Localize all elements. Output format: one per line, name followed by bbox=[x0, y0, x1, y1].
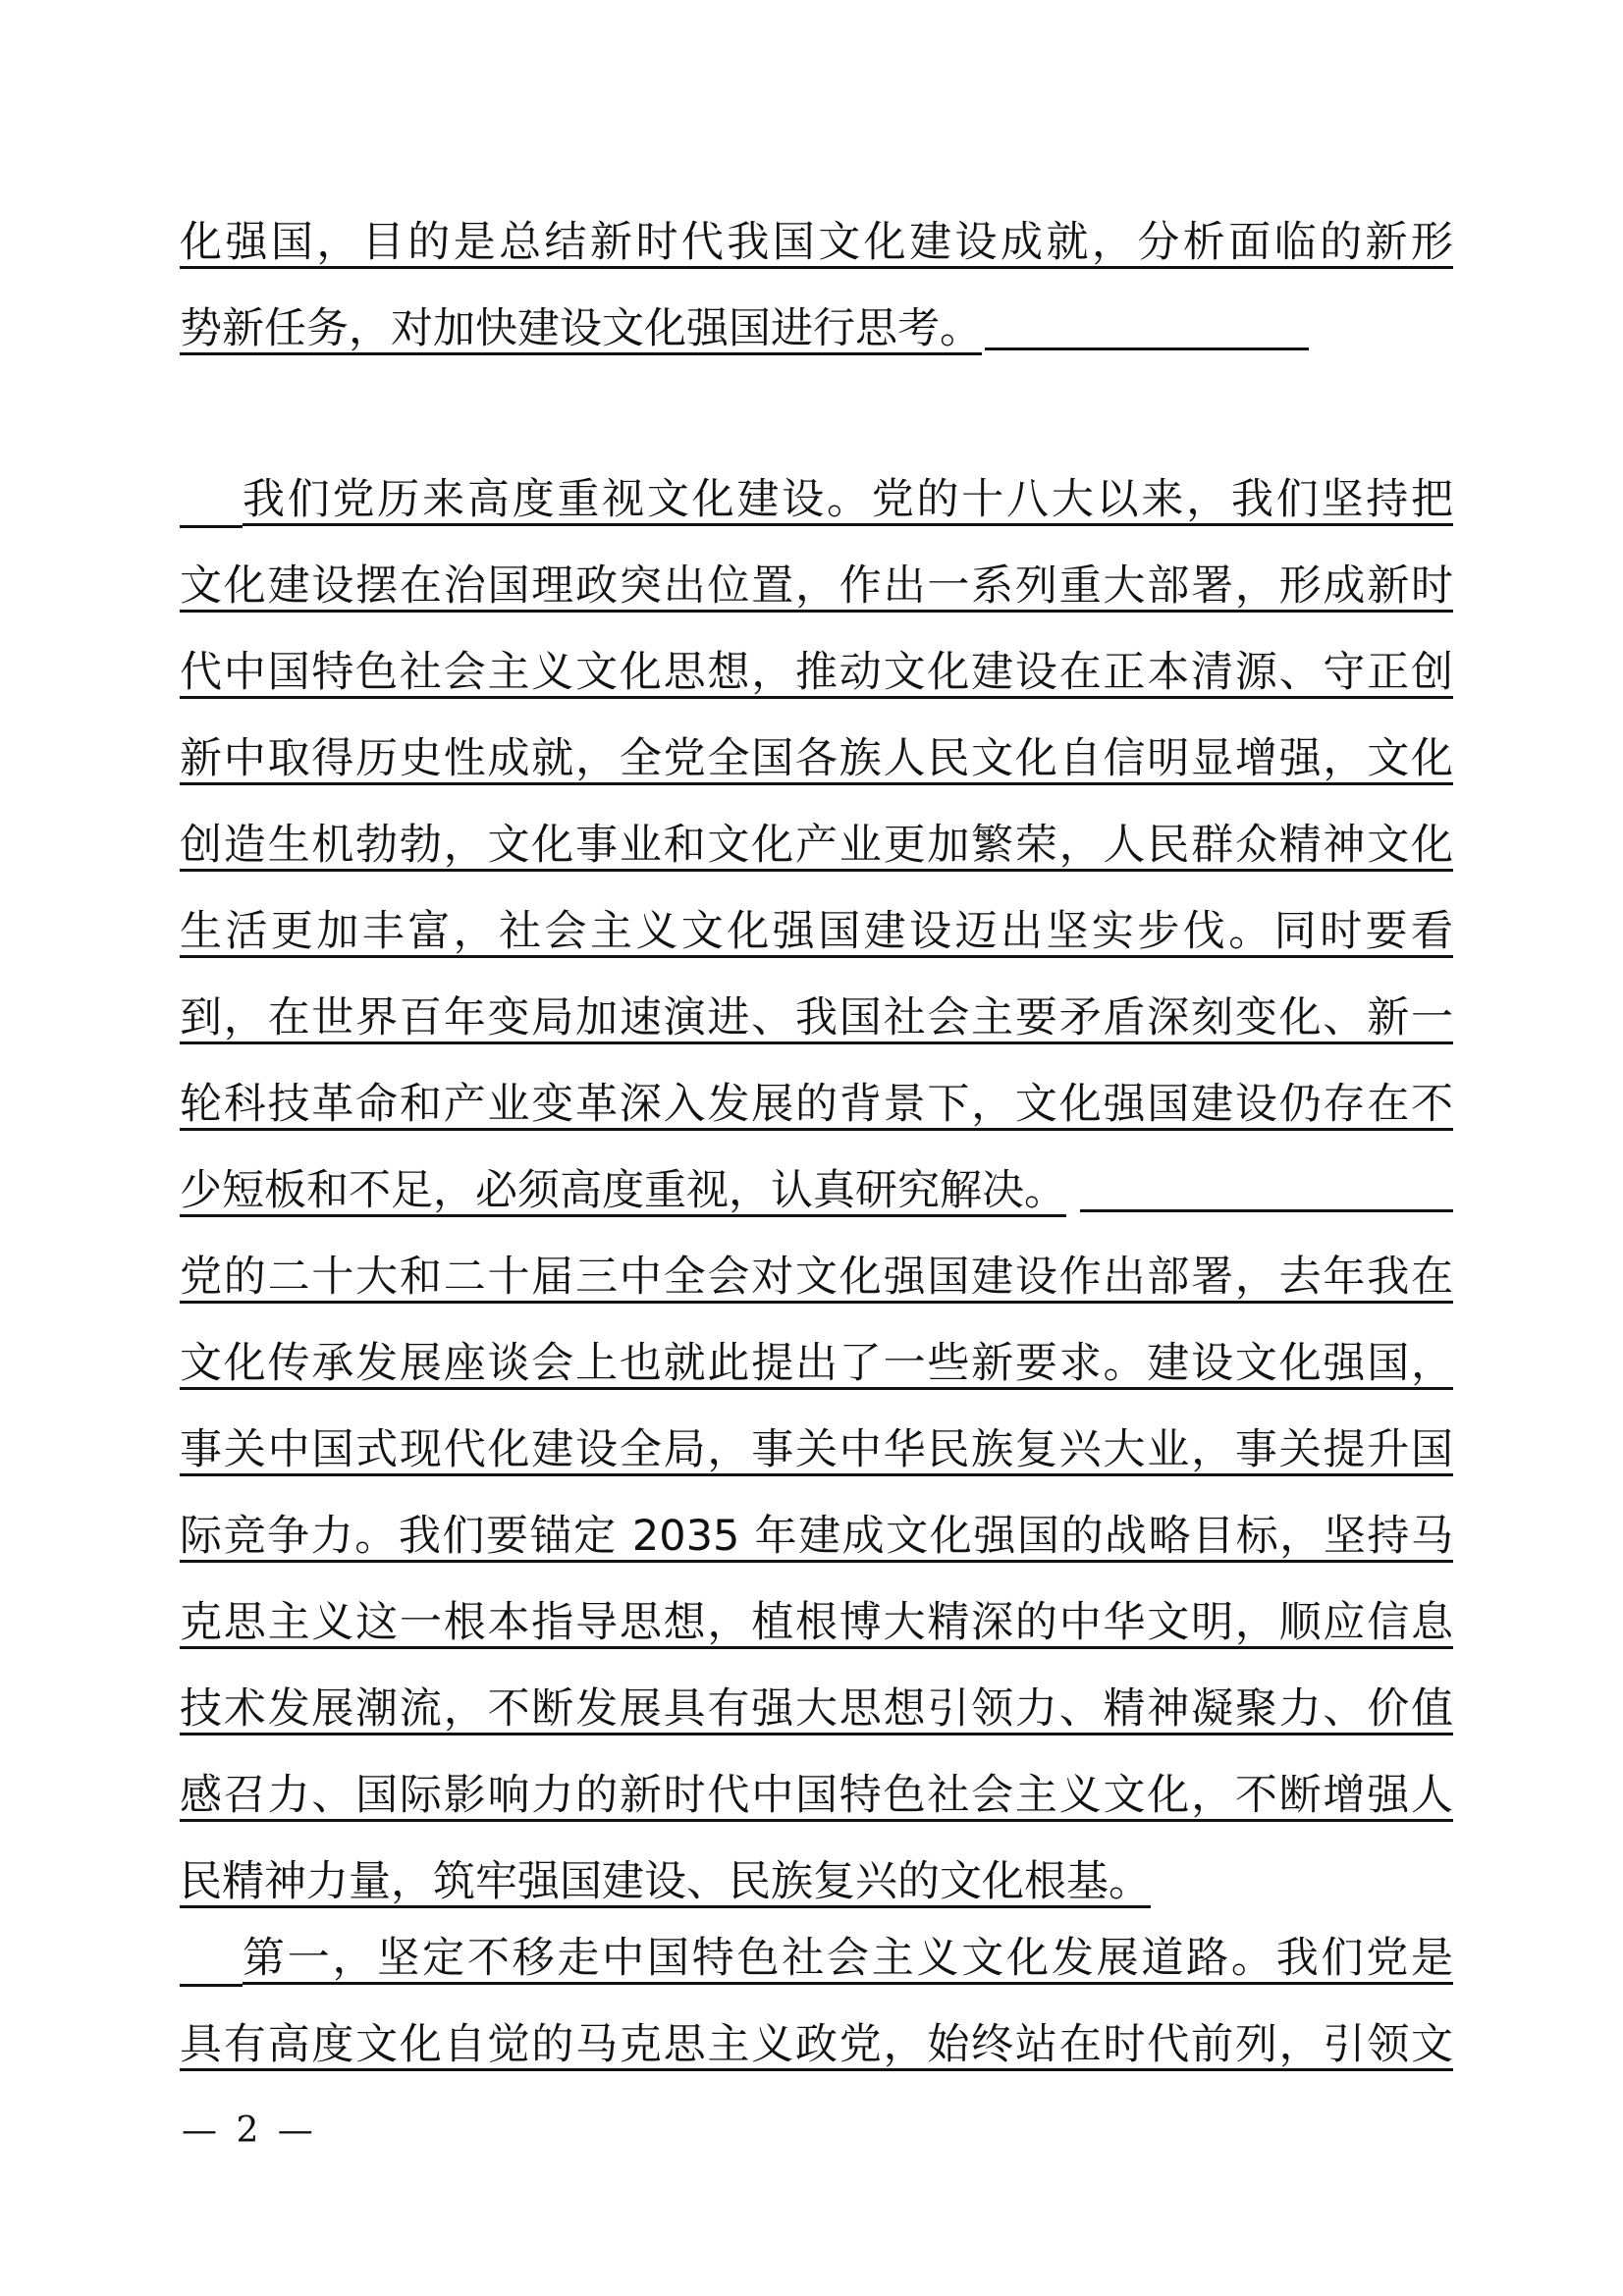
text-line: 势新任务，对加快建设文化强国进行思考。 bbox=[180, 304, 982, 353]
text-line: 文化传承发展座谈会上也就此提出了一些新要求。建设文化强国， bbox=[180, 1339, 1453, 1388]
text-line: 轮科技革命和产业变革深入发展的背景下，文化强国建设仍存在不 bbox=[180, 1080, 1453, 1129]
underline-fill bbox=[985, 347, 1309, 350]
text-line: 化强国，目的是总结新时代我国文化建设成就，分析面临的新形 bbox=[180, 218, 1453, 267]
underline-fill bbox=[1080, 1209, 1453, 1212]
text-line: 少短板和不足，必须高度重视，认真研究解决。 bbox=[180, 1166, 1066, 1215]
text-line: 创造生机勃勃，文化事业和文化产业更加繁荣，人民群众精神文化 bbox=[180, 821, 1453, 870]
text-line: 到，在世界百年变局加速演进、我国社会主要矛盾深刻变化、新一 bbox=[180, 993, 1453, 1042]
text-line: 际竞争力。我们要锚定 2035 年建成文化强国的战略目标，坚持马 bbox=[180, 1512, 1453, 1561]
text-line: 感召力、国际影响力的新时代中国特色社会主义文化，不断增强人 bbox=[180, 1771, 1453, 1820]
text-line: 技术发展潮流，不断发展具有强大思想引领力、精神凝聚力、价值 bbox=[180, 1684, 1453, 1734]
text-line: 生活更加丰富，社会主义文化强国建设迈出坚实步伐。同时要看 bbox=[180, 907, 1453, 956]
text-line: 事关中国式现代化建设全局，事关中华民族复兴大业，事关提升国 bbox=[180, 1425, 1453, 1474]
text-line: 我们党历来高度重视文化建设。党的十八大以来，我们坚持把 bbox=[180, 463, 1453, 536]
text-line: 第一，坚定不移走中国特色社会主义文化发展道路。我们党是 bbox=[180, 1922, 1453, 1995]
text-line: 新中取得历史性成就，全党全国各族人民文化自信明显增强，文化 bbox=[180, 734, 1453, 783]
text-line: 民精神力量，筑牢强国建设、民族复兴的文化根基。 bbox=[180, 1857, 1151, 1906]
text-line: 具有高度文化自觉的马克思主义政党，始终站在时代前列，引领文 bbox=[180, 2020, 1453, 2069]
page-number: — 2 — bbox=[182, 2110, 317, 2151]
text-line: 文化建设摆在治国理政突出位置，作出一系列重大部署，形成新时 bbox=[180, 561, 1453, 611]
text-line: 代中国特色社会主义文化思想，推动文化建设在正本清源、守正创 bbox=[180, 648, 1453, 697]
text-line: 党的二十大和二十届三中全会对文化强国建设作出部署，去年我在 bbox=[180, 1253, 1453, 1302]
text-line: 克思主义这一根本指导思想，植根博大精深的中华文明，顺应信息 bbox=[180, 1598, 1453, 1647]
